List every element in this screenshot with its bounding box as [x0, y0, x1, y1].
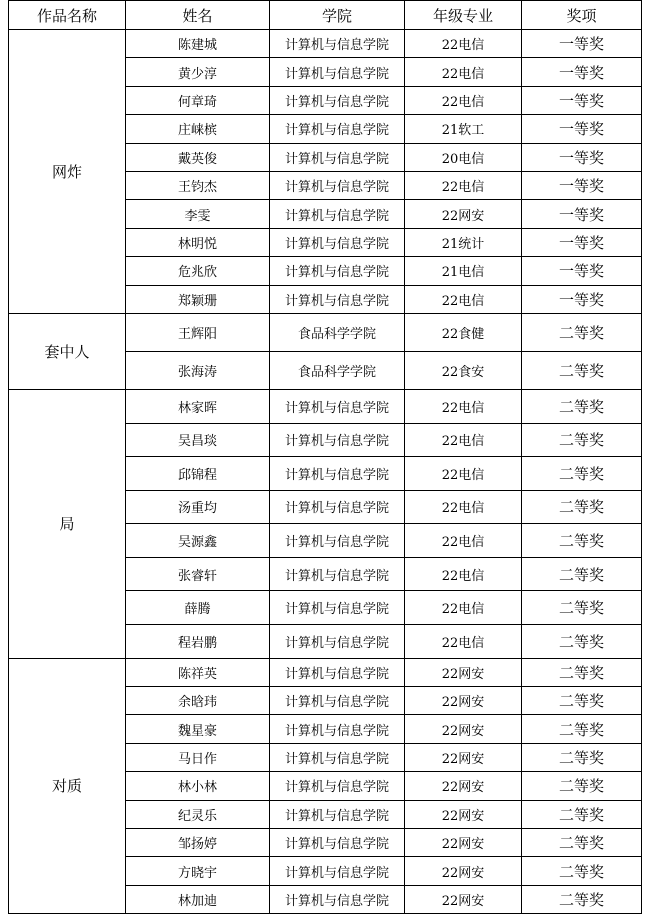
award-cell: 二等奖 — [522, 389, 642, 423]
major-cell: 22食健 — [405, 313, 522, 351]
college-cell: 计算机与信息学院 — [270, 625, 405, 659]
name-cell: 林家晖 — [126, 389, 270, 423]
college-cell: 计算机与信息学院 — [270, 490, 405, 524]
award-cell: 二等奖 — [522, 625, 642, 659]
college-cell: 计算机与信息学院 — [270, 257, 405, 285]
award-cell: 二等奖 — [522, 457, 642, 491]
major-cell: 22电信 — [405, 389, 522, 423]
award-cell: 二等奖 — [522, 591, 642, 625]
college-cell: 计算机与信息学院 — [270, 457, 405, 491]
major-cell: 22电信 — [405, 58, 522, 86]
major-cell: 22电信 — [405, 30, 522, 58]
college-cell: 计算机与信息学院 — [270, 591, 405, 625]
table-row — [9, 313, 642, 351]
header-award: 奖项 — [522, 1, 642, 30]
name-cell: 郑颖珊 — [126, 285, 270, 313]
major-cell: 22网安 — [405, 687, 522, 715]
award-cell: 二等奖 — [522, 800, 642, 828]
college-cell: 计算机与信息学院 — [270, 285, 405, 313]
name-cell: 吴昌琰 — [126, 423, 270, 457]
name-cell: 程岩鹏 — [126, 625, 270, 659]
award-cell: 一等奖 — [522, 58, 642, 86]
work-title: 局 — [9, 389, 126, 658]
college-cell: 计算机与信息学院 — [270, 86, 405, 114]
name-cell: 林小林 — [126, 772, 270, 800]
name-cell: 邱锦程 — [126, 457, 270, 491]
college-cell: 计算机与信息学院 — [270, 200, 405, 228]
award-cell: 一等奖 — [522, 115, 642, 143]
major-cell: 22电信 — [405, 524, 522, 558]
major-cell: 22电信 — [405, 557, 522, 591]
name-cell: 陈建城 — [126, 30, 270, 58]
name-cell: 危兆欣 — [126, 257, 270, 285]
college-cell: 计算机与信息学院 — [270, 423, 405, 457]
award-cell: 二等奖 — [522, 687, 642, 715]
major-cell: 22食安 — [405, 351, 522, 389]
college-cell: 计算机与信息学院 — [270, 772, 405, 800]
major-cell: 22电信 — [405, 591, 522, 625]
college-cell: 计算机与信息学院 — [270, 58, 405, 86]
award-cell: 二等奖 — [522, 313, 642, 351]
college-cell: 计算机与信息学院 — [270, 857, 405, 885]
name-cell: 林加迪 — [126, 885, 270, 913]
college-cell: 计算机与信息学院 — [270, 171, 405, 199]
major-cell: 22网安 — [405, 772, 522, 800]
major-cell: 21统计 — [405, 228, 522, 256]
college-cell: 计算机与信息学院 — [270, 715, 405, 743]
award-cell: 一等奖 — [522, 285, 642, 313]
major-cell: 22网安 — [405, 743, 522, 771]
name-cell: 魏星豪 — [126, 715, 270, 743]
award-cell: 二等奖 — [522, 885, 642, 913]
award-cell: 一等奖 — [522, 257, 642, 285]
header-name: 姓名 — [126, 1, 270, 30]
name-cell: 庄崃槟 — [126, 115, 270, 143]
award-cell: 二等奖 — [522, 351, 642, 389]
name-cell: 何章琦 — [126, 86, 270, 114]
major-cell: 22网安 — [405, 800, 522, 828]
major-cell: 21软工 — [405, 115, 522, 143]
award-cell: 一等奖 — [522, 200, 642, 228]
header-work: 作品名称 — [9, 1, 126, 30]
major-cell: 22电信 — [405, 423, 522, 457]
award-cell: 二等奖 — [522, 658, 642, 686]
major-cell: 22网安 — [405, 885, 522, 913]
college-cell: 食品科学学院 — [270, 351, 405, 389]
name-cell: 薛腾 — [126, 591, 270, 625]
award-cell: 一等奖 — [522, 171, 642, 199]
table-row — [9, 30, 642, 58]
name-cell: 张睿轩 — [126, 557, 270, 591]
name-cell: 吴源鑫 — [126, 524, 270, 558]
college-cell: 计算机与信息学院 — [270, 829, 405, 857]
name-cell: 王辉阳 — [126, 313, 270, 351]
major-cell: 20电信 — [405, 143, 522, 171]
name-cell: 马日作 — [126, 743, 270, 771]
award-cell: 二等奖 — [522, 743, 642, 771]
name-cell: 汤重均 — [126, 490, 270, 524]
major-cell: 22电信 — [405, 490, 522, 524]
name-cell: 纪灵乐 — [126, 800, 270, 828]
college-cell: 计算机与信息学院 — [270, 687, 405, 715]
header-college: 学院 — [270, 1, 405, 30]
major-cell: 22网安 — [405, 829, 522, 857]
college-cell: 计算机与信息学院 — [270, 143, 405, 171]
college-cell: 计算机与信息学院 — [270, 800, 405, 828]
work-title: 网炸 — [9, 30, 126, 314]
table-body — [9, 30, 642, 914]
name-cell: 李雯 — [126, 200, 270, 228]
college-cell: 计算机与信息学院 — [270, 228, 405, 256]
name-cell: 林明悦 — [126, 228, 270, 256]
name-cell: 余晗玮 — [126, 687, 270, 715]
award-cell: 一等奖 — [522, 228, 642, 256]
major-cell: 22网安 — [405, 200, 522, 228]
college-cell: 计算机与信息学院 — [270, 557, 405, 591]
award-cell: 二等奖 — [522, 772, 642, 800]
name-cell: 王钧杰 — [126, 171, 270, 199]
college-cell: 计算机与信息学院 — [270, 743, 405, 771]
award-cell: 二等奖 — [522, 423, 642, 457]
name-cell: 张海涛 — [126, 351, 270, 389]
major-cell: 22电信 — [405, 285, 522, 313]
header-row — [9, 1, 642, 30]
award-cell: 二等奖 — [522, 715, 642, 743]
award-cell: 二等奖 — [522, 829, 642, 857]
award-table — [8, 0, 642, 914]
college-cell: 计算机与信息学院 — [270, 885, 405, 913]
work-title: 套中人 — [9, 313, 126, 389]
award-cell: 一等奖 — [522, 143, 642, 171]
name-cell: 陈祥英 — [126, 658, 270, 686]
major-cell: 22电信 — [405, 457, 522, 491]
award-cell: 一等奖 — [522, 30, 642, 58]
college-cell: 计算机与信息学院 — [270, 30, 405, 58]
table-row — [9, 658, 642, 686]
award-cell: 一等奖 — [522, 86, 642, 114]
college-cell: 计算机与信息学院 — [270, 658, 405, 686]
table-row — [9, 389, 642, 423]
name-cell: 邹扬婷 — [126, 829, 270, 857]
award-cell: 二等奖 — [522, 857, 642, 885]
college-cell: 食品科学学院 — [270, 313, 405, 351]
work-title: 对质 — [9, 658, 126, 914]
name-cell: 黄少淳 — [126, 58, 270, 86]
award-cell: 二等奖 — [522, 524, 642, 558]
name-cell: 方晓宇 — [126, 857, 270, 885]
major-cell: 22电信 — [405, 625, 522, 659]
major-cell: 22电信 — [405, 171, 522, 199]
college-cell: 计算机与信息学院 — [270, 389, 405, 423]
major-cell: 22电信 — [405, 86, 522, 114]
name-cell: 戴英俊 — [126, 143, 270, 171]
major-cell: 22网安 — [405, 857, 522, 885]
major-cell: 21电信 — [405, 257, 522, 285]
major-cell: 22网安 — [405, 658, 522, 686]
college-cell: 计算机与信息学院 — [270, 524, 405, 558]
college-cell: 计算机与信息学院 — [270, 115, 405, 143]
award-cell: 二等奖 — [522, 490, 642, 524]
major-cell: 22网安 — [405, 715, 522, 743]
award-cell: 二等奖 — [522, 557, 642, 591]
header-major: 年级专业 — [405, 1, 522, 30]
